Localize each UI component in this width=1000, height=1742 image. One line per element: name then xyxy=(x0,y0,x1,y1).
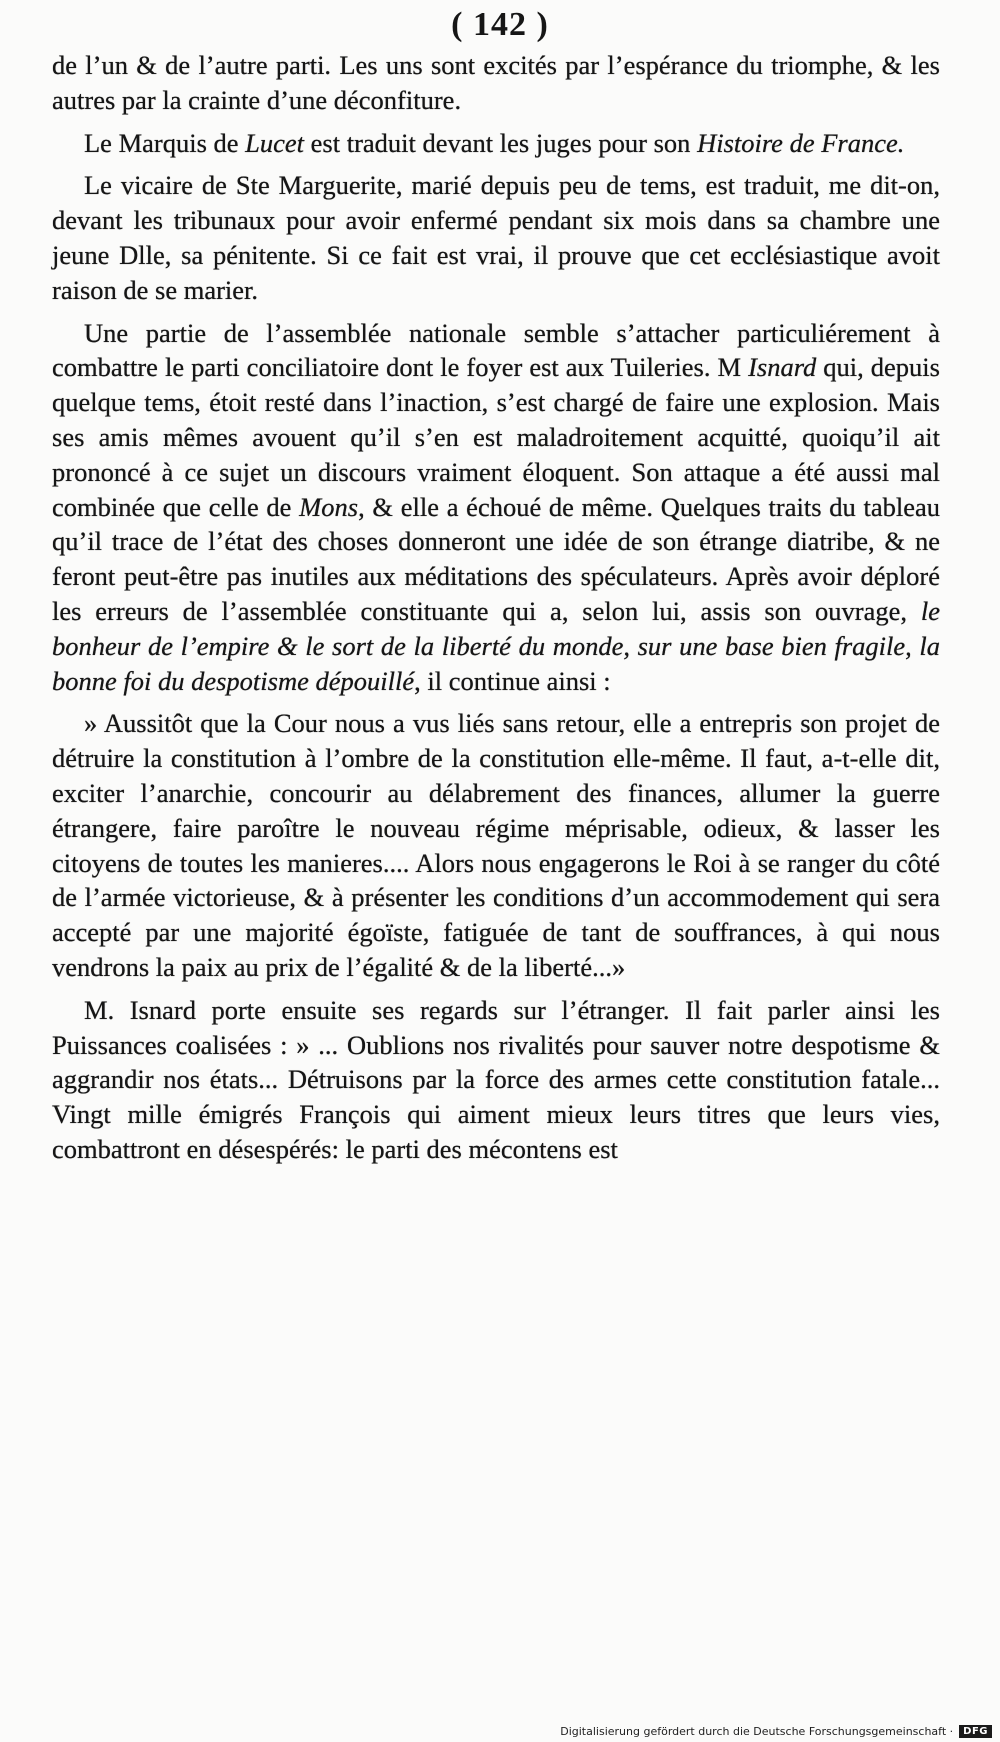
text-run: Une partie de l’assemblée nationale semble s’attacher particuliérement à combattre le parti conciliatoire dont le foyer est aux Tuileries. M xyxy=(52,317,940,383)
dfg-logo-icon: DFG xyxy=(959,1725,992,1738)
italic-quote: le bonheur de l’empire & le sort de la liberté du monde, sur une base bien fragile, la bonne foi du despotisme dépouillé xyxy=(52,595,940,696)
body-text xyxy=(52,48,940,1167)
italic-name-lucet: Lucet xyxy=(245,127,305,158)
italic-name-isnard: Isnard xyxy=(748,352,817,383)
text-run: , & elle a échoué de même. Quelques traits du tableau qu’il trace de l’état des choses donneront une idée de son étrange diatribe, & ne feront peut-être pas inutiles aux méditations des spéculateurs. Après avoir déploré les erreurs de l’assemblée constituante qui a, selon lui, assis son ouvrage, xyxy=(52,491,940,626)
paragraph-vicaire: Le vicaire de Ste Marguerite, marié depuis peu de tems, est traduit, me dit-on, devant les tribunaux pour avoir enfermé pendant six mois dans sa chambre une jeune Dlle, sa pénitente. Si ce fait est vrai, il prouve que cet ecclésiastique avoit raison de se marier. xyxy=(52,170,940,305)
paragraph-assemblee xyxy=(52,316,940,699)
digitization-footer xyxy=(560,1725,992,1738)
text-run: , il continue ainsi : xyxy=(414,665,611,696)
italic-title-histoire: Histoire de France. xyxy=(697,127,905,158)
paragraph-lucet xyxy=(52,126,940,161)
footer-text: Digitalisierung gefördert durch die Deutsche Forschungsgemeinschaft · xyxy=(560,1725,954,1738)
paragraph-etranger: M. Isnard porte ensuite ses regards sur l’étranger. Il fait parler ainsi les Puissances coalisées : » ... Oublions nos rivalités pour sauver notre despotisme & aggrandir nos états... Détruisons par la force des armes cette constitution fatale... Vingt mille émigrés François qui aiment mieux leurs titres que leurs vies, combattront en désespérés: le parti des mécontens est xyxy=(52,994,940,1164)
text-run: qui, depuis quelque tems, étoit resté dans l’inaction, s’est chargé de faire une explosion. Mais ses amis mêmes avouent qu’il s’en est maladroitement acquitté, quoiqu’il ait prononcé à ce sujet un discours vraiment éloquent. Son attaque a été aussi mal combinée que celle de xyxy=(52,352,940,522)
paragraph-cour-quote: » Aussitôt que la Cour nous a vus liés sans retour, elle a entrepris son projet de détruire la constitution à l’ombre de la constitution elle-même. Il faut, a-t-elle dit, exciter l’anarchie, concourir au délabrement des finances, allumer la guerre étrangere, faire paroître le nouveau régime méprisable, odieux, & lasser les citoyens de toutes les manieres.... Alors nous engagerons le Roi à se ranger du côté de l’armée victorieuse, & à présenter les conditions d’un accommodement qui sera accepté par une majorité égoïste, fatiguée de tant de souffrances, à qui nous vendrons la paix au prix de l’égalité & de la liberté...» xyxy=(52,708,940,982)
text-run: est traduit devant les juges pour son xyxy=(304,127,698,158)
paragraph-continuation: de l’un & de l’autre parti. Les uns sont excités par l’espérance du triomphe, & les autres par la crainte d’une déconfiture. xyxy=(52,50,940,115)
italic-name-mons: Mons xyxy=(299,491,359,522)
text-run: Le Marquis de xyxy=(84,127,246,158)
page-number: ( 142 ) xyxy=(451,6,549,43)
